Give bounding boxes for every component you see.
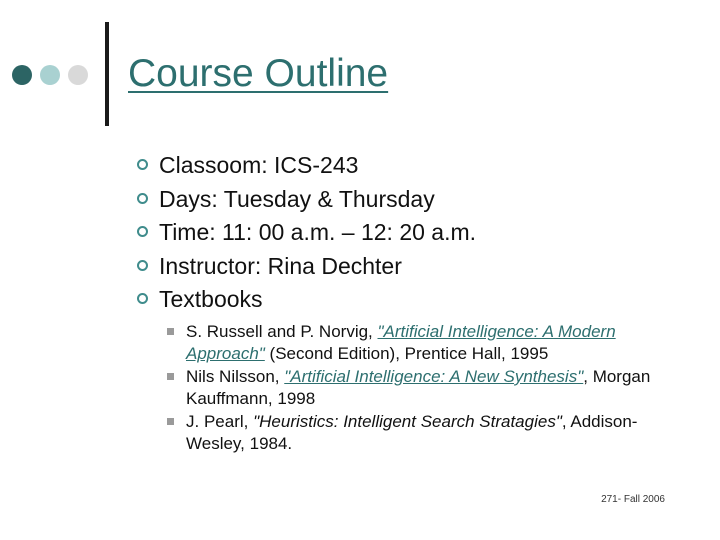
slide-title: Course Outline xyxy=(128,52,389,95)
textbook-item xyxy=(165,411,665,454)
textbook-item xyxy=(165,321,665,364)
textbook-author: J. Pearl, xyxy=(186,412,254,431)
textbook-list xyxy=(165,321,665,456)
dot-dark-icon xyxy=(12,65,32,85)
dot-mid-icon xyxy=(40,65,60,85)
ring-bullet-icon xyxy=(137,260,148,271)
textbook-title-link[interactable]: "Artificial Intelligence: A Modern Approach" xyxy=(186,322,616,363)
textbook-publisher: , Morgan Kauffmann, 1998 xyxy=(186,367,651,408)
square-bullet-icon xyxy=(167,418,174,425)
textbook-author: Nils Nilsson, xyxy=(186,367,285,386)
bullet-days: Days: Tuesday & Thursday xyxy=(159,185,435,212)
square-bullet-icon xyxy=(167,373,174,380)
textbook-title-link[interactable]: "Artificial Intelligence: A New Synthesis" xyxy=(284,367,584,386)
textbook-item xyxy=(165,366,665,409)
footer-note: 271- Fall 2006 xyxy=(601,494,665,505)
ring-bullet-icon xyxy=(137,293,148,304)
ring-bullet-icon xyxy=(137,226,148,237)
ring-bullet-icon xyxy=(137,159,148,170)
textbook-publisher: (Second Edition), Prentice Hall, 1995 xyxy=(264,343,549,363)
bullet-instructor: Instructor: Rina Dechter xyxy=(159,252,402,279)
bullet-textbooks: Textbooks xyxy=(159,286,263,312)
square-bullet-icon xyxy=(167,328,174,335)
textbook-publisher: , Addison-Wesley, 1984. xyxy=(186,412,638,453)
textbook-title: "Heuristics: Intelligent Search Stratagies" xyxy=(253,412,562,431)
bullet-classroom: Classoom: ICS-243 xyxy=(159,152,359,178)
ring-bullet-icon xyxy=(137,193,148,204)
dot-light-icon xyxy=(68,65,88,85)
title-divider xyxy=(105,22,109,126)
textbook-author: S. Russell and P. Norvig, xyxy=(186,322,378,341)
bullet-time: Time: 11: 00 a.m. – 12: 20 a.m. xyxy=(159,219,477,245)
